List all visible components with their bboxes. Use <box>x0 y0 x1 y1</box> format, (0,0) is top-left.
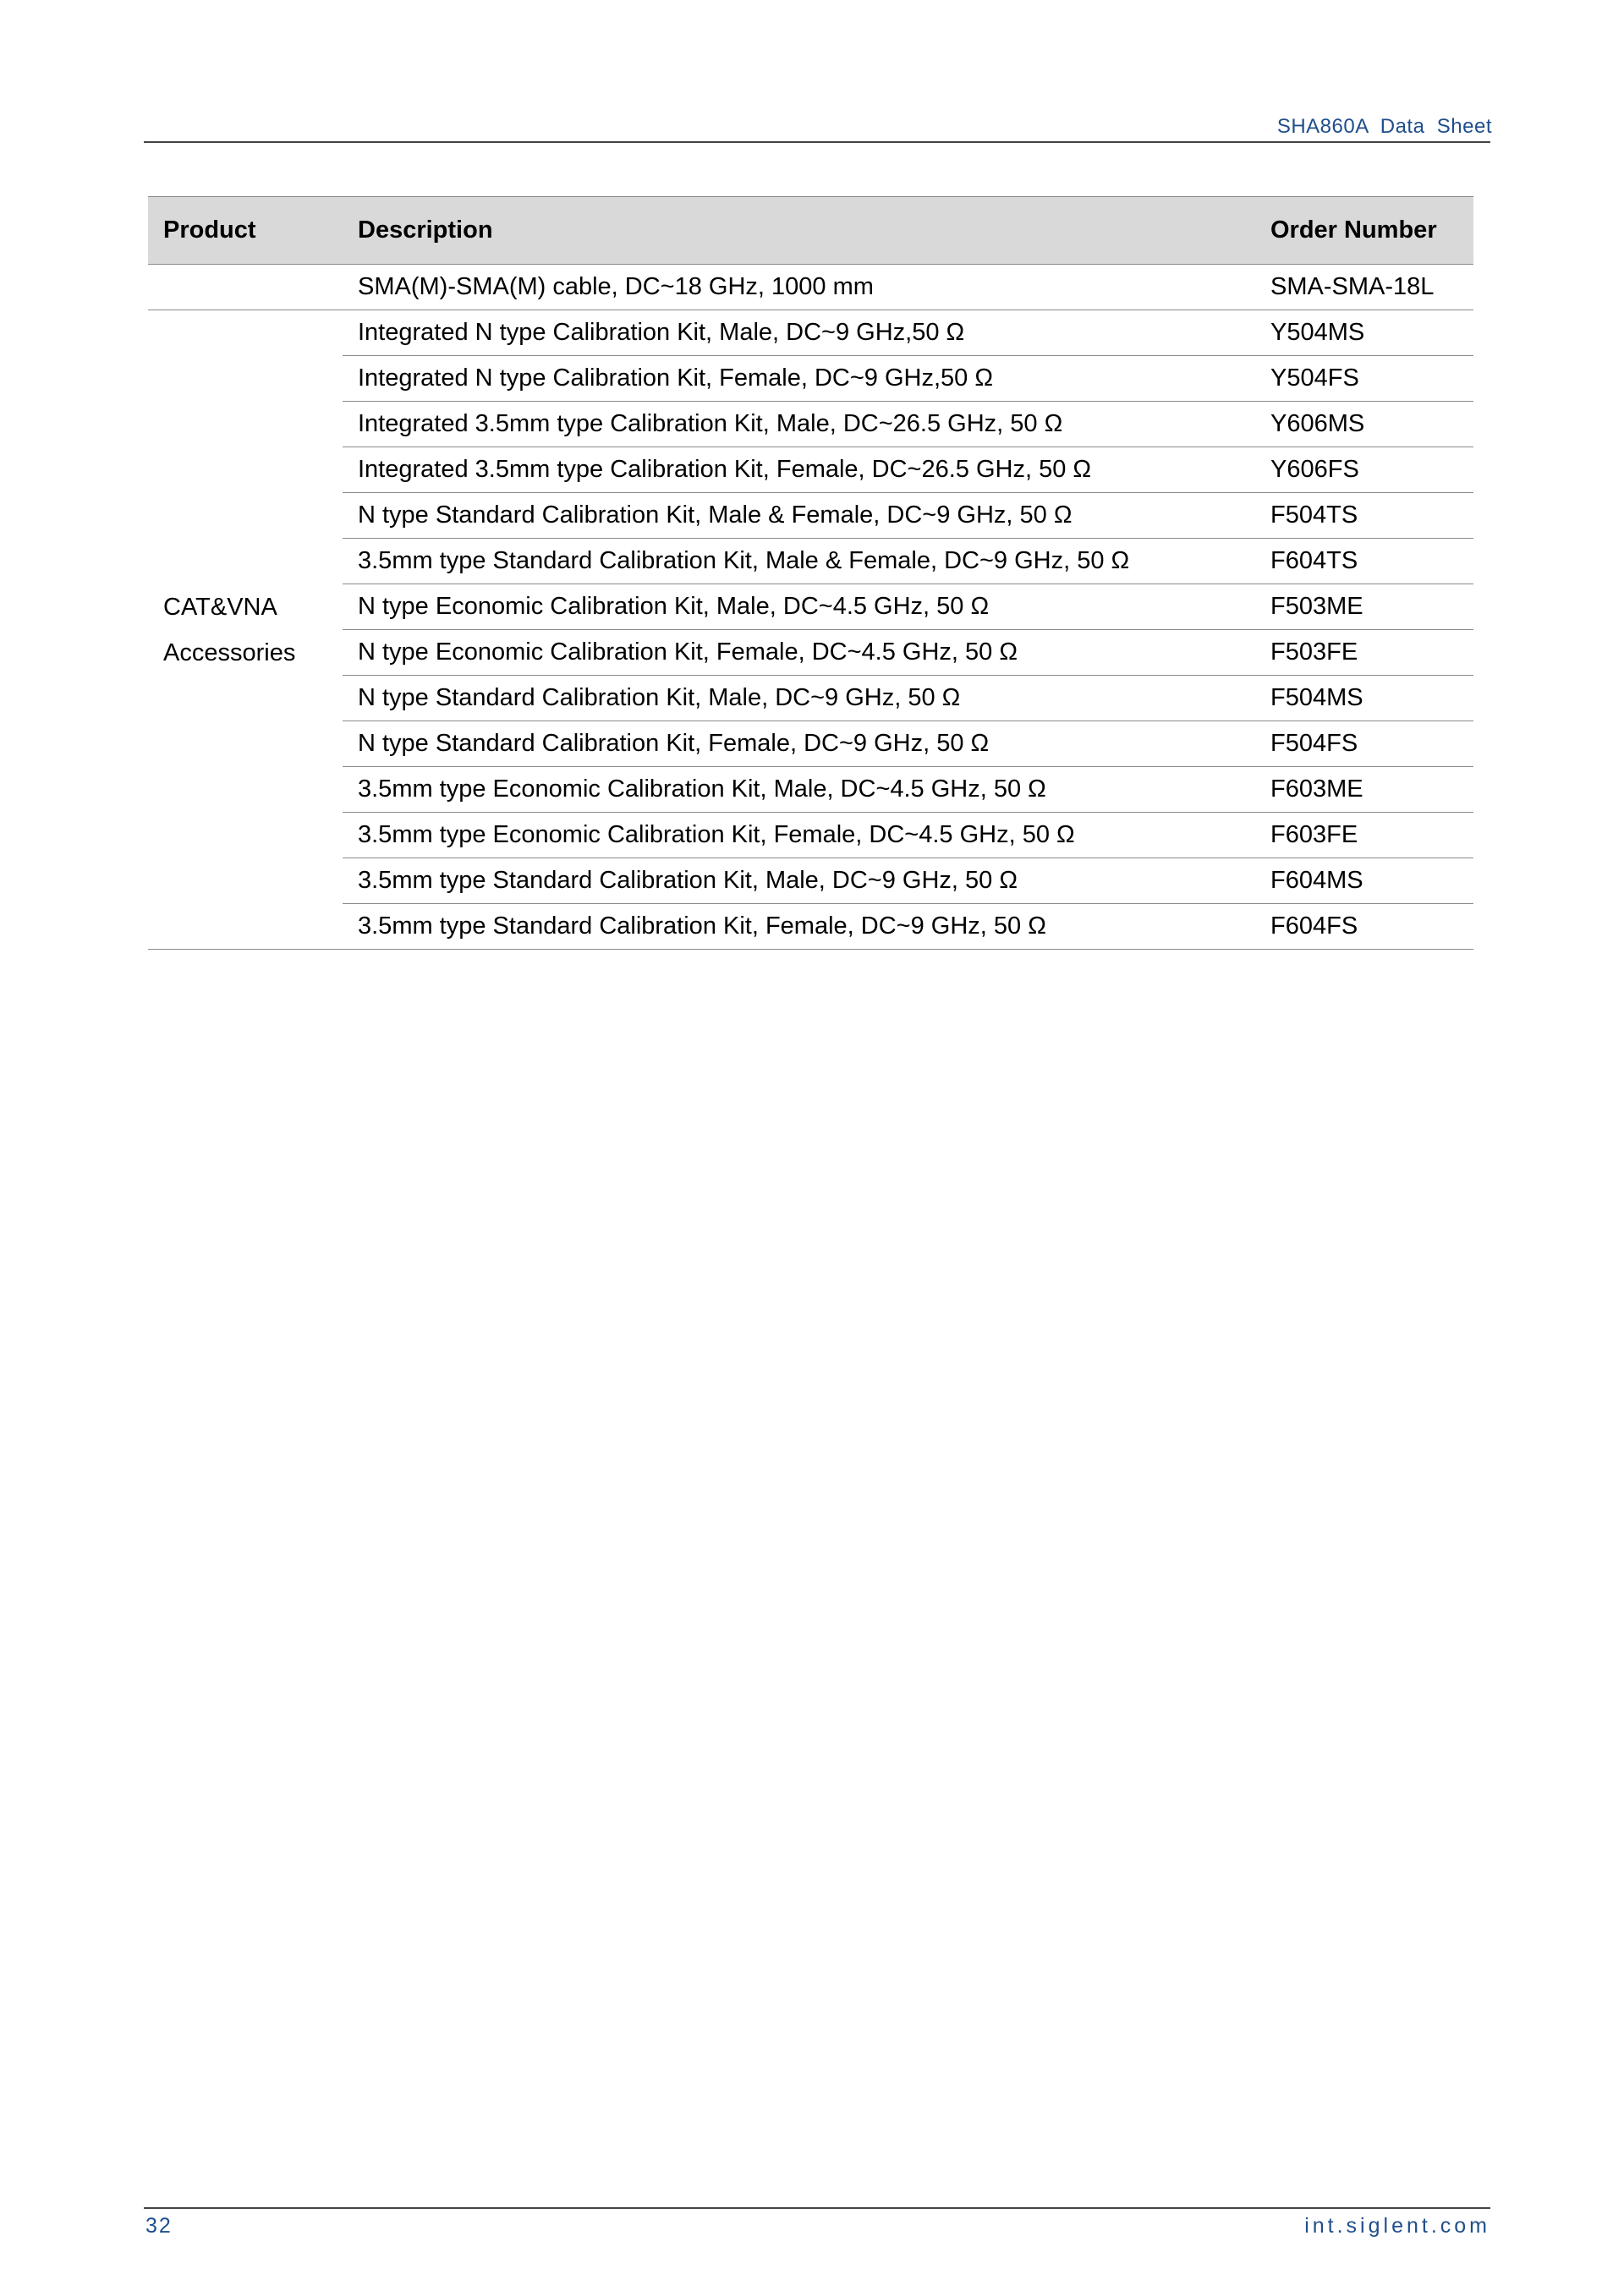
accessories-table <box>148 196 1473 950</box>
table-row <box>148 402 1473 447</box>
table-row <box>148 904 1473 950</box>
table-body <box>148 265 1473 950</box>
description-cell: 3.5mm type Economic Calibration Kit, Female, DC~4.5 GHz, 50 Ω <box>343 813 1255 858</box>
description-cell: SMA(M)-SMA(M) cable, DC~18 GHz, 1000 mm <box>343 265 1255 310</box>
description-cell: N type Standard Calibration Kit, Male & Female, DC~9 GHz, 50 Ω <box>343 493 1255 539</box>
order-number-cell: F503ME <box>1255 584 1473 630</box>
table-row <box>148 813 1473 858</box>
table-row <box>148 858 1473 904</box>
table-row <box>148 265 1473 310</box>
order-number-cell: F603FE <box>1255 813 1473 858</box>
description-cell: Integrated N type Calibration Kit, Female, DC~9 GHz,50 Ω <box>343 356 1255 402</box>
order-number-cell: F603ME <box>1255 767 1473 813</box>
product-cell-empty <box>148 265 343 310</box>
description-cell: 3.5mm type Economic Calibration Kit, Male, DC~4.5 GHz, 50 Ω <box>343 767 1255 813</box>
description-cell: Integrated N type Calibration Kit, Male, DC~9 GHz,50 Ω <box>343 310 1255 356</box>
order-number-cell: F604MS <box>1255 858 1473 904</box>
order-number-cell: Y504FS <box>1255 356 1473 402</box>
table-row <box>148 447 1473 493</box>
document-title: SHA860A Data Sheet <box>1276 115 1492 138</box>
order-number-cell: F503FE <box>1255 630 1473 676</box>
description-cell: N type Economic Calibration Kit, Female, DC~4.5 GHz, 50 Ω <box>343 630 1255 676</box>
table-row <box>148 356 1473 402</box>
product-cell <box>148 310 343 950</box>
order-number-cell: F604TS <box>1255 539 1473 584</box>
description-cell: N type Economic Calibration Kit, Male, DC~4.5 GHz, 50 Ω <box>343 584 1255 630</box>
order-number-cell: F504TS <box>1255 493 1473 539</box>
table-row <box>148 767 1473 813</box>
description-cell: N type Standard Calibration Kit, Male, DC~9 GHz, 50 Ω <box>343 676 1255 721</box>
order-number-cell: Y504MS <box>1255 310 1473 356</box>
description-cell: 3.5mm type Standard Calibration Kit, Male, DC~9 GHz, 50 Ω <box>343 858 1255 904</box>
header-divider <box>144 141 1490 143</box>
description-cell: N type Standard Calibration Kit, Female, DC~9 GHz, 50 Ω <box>343 721 1255 767</box>
order-number-cell: Y606MS <box>1255 402 1473 447</box>
page-number: 32 <box>145 2214 173 2238</box>
table-row <box>148 630 1473 676</box>
header-row <box>148 197 1473 265</box>
table-row <box>148 539 1473 584</box>
order-number-cell: F604FS <box>1255 904 1473 950</box>
order-number-cell: F504FS <box>1255 721 1473 767</box>
footer-divider <box>144 2207 1490 2209</box>
column-header-order-number: Order Number <box>1255 197 1473 265</box>
order-number-cell: F504MS <box>1255 676 1473 721</box>
table-row <box>148 310 1473 356</box>
column-header-description: Description <box>343 197 1255 265</box>
description-cell: Integrated 3.5mm type Calibration Kit, Female, DC~26.5 GHz, 50 Ω <box>343 447 1255 493</box>
product-name-line2: Accessories <box>163 638 296 666</box>
table-row <box>148 493 1473 539</box>
column-header-product: Product <box>148 197 343 265</box>
order-number-cell: SMA-SMA-18L <box>1255 265 1473 310</box>
table-row <box>148 721 1473 767</box>
order-number-cell: Y606FS <box>1255 447 1473 493</box>
table-header <box>148 197 1473 265</box>
description-cell: 3.5mm type Standard Calibration Kit, Female, DC~9 GHz, 50 Ω <box>343 904 1255 950</box>
product-name-line1: CAT&VNA <box>163 593 277 621</box>
description-cell: Integrated 3.5mm type Calibration Kit, Male, DC~26.5 GHz, 50 Ω <box>343 402 1255 447</box>
website-url: int.siglent.com <box>1304 2214 1490 2238</box>
table-row <box>148 584 1473 630</box>
description-cell: 3.5mm type Standard Calibration Kit, Male & Female, DC~9 GHz, 50 Ω <box>343 539 1255 584</box>
table-row <box>148 676 1473 721</box>
